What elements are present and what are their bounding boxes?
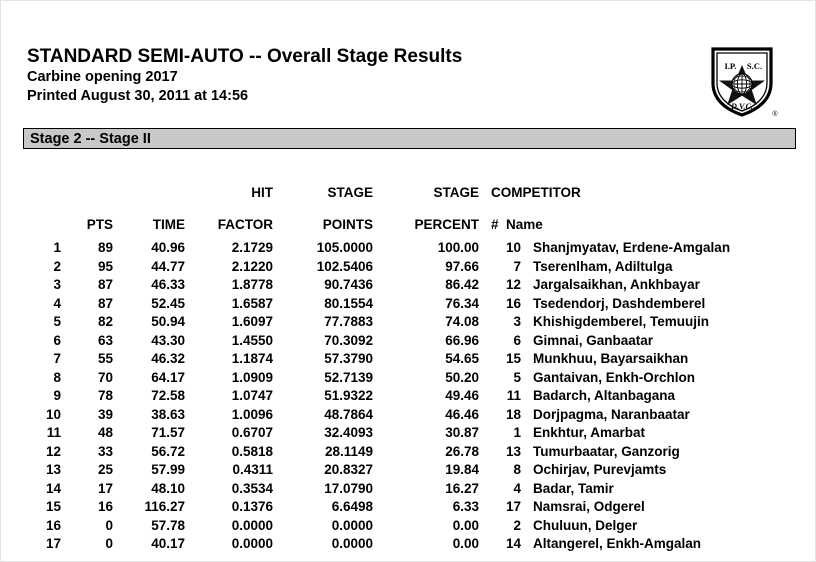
cell-stage-percent: 19.84 [445,462,479,477]
cell-stage-points: 77.7883 [324,314,373,329]
cell-time: 46.32 [151,351,185,366]
cell-competitor-name: Namsrai, Odgerel [533,499,645,514]
cell-competitor-number: 15 [505,351,521,366]
cell-stage-points: 20.8327 [324,462,373,477]
cell-stage-percent: 76.34 [445,295,479,311]
cell-pts: 87 [97,295,113,311]
table-row [27,295,791,314]
cell-competitor-number: 1 [513,425,521,440]
cell-competitor-name: Khishigdemberel, Temuujin [533,314,710,329]
column-header-stage-points-line2: POINTS [322,217,373,232]
column-header-stage-percent-line1: STAGE [433,185,479,200]
table-row [27,406,791,425]
table-row [27,517,791,536]
table-header [27,169,791,233]
table-row [27,480,791,499]
stage-results-table [27,169,791,554]
cell-stage-points: 70.3092 [324,332,373,348]
column-header-competitor-number: # [491,217,499,232]
report-printed-timestamp: Printed August 30, 2011 at 14:56 [27,88,249,104]
cell-rank: 4 [53,295,61,311]
column-header-competitor-line2 [491,217,543,232]
cell-stage-percent: 66.96 [445,332,479,348]
cell-stage-percent: 26.78 [445,443,479,459]
report-header [27,45,667,106]
stage-banner [23,128,796,149]
cell-pts: 17 [97,480,113,496]
cell-stage-percent: 74.08 [445,314,479,329]
column-header-hit-factor [185,169,273,233]
table-row [27,369,791,388]
table-row [27,350,791,369]
cell-rank: 6 [53,332,61,348]
cell-competitor-name: Shanjmyatav, Erdene-Amgalan [533,240,731,255]
cell-stage-percent: 86.42 [445,277,479,292]
cell-competitor-number: 12 [505,277,521,292]
cell-competitor-number: 3 [513,314,521,329]
cell-rank: 7 [53,351,61,366]
cell-pts: 89 [97,240,113,255]
cell-rank: 8 [53,369,61,385]
cell-pts: 0 [105,536,113,551]
table-row [27,424,791,443]
cell-hit-factor: 0.5818 [231,443,273,459]
cell-stage-percent: 46.46 [445,406,479,422]
cell-pts: 78 [97,388,113,403]
cell-competitor-number: 2 [513,517,521,533]
cell-pts: 55 [97,351,113,366]
table-body [27,233,791,554]
cell-competitor-number: 14 [505,536,521,551]
cell-stage-percent: 50.20 [445,369,479,385]
cell-competitor-number: 10 [505,240,521,255]
cell-pts: 16 [97,499,113,514]
cell-competitor-name: Gantaivan, Enkh-Orchlon [533,369,696,385]
cell-pts: 70 [97,369,113,385]
cell-competitor-name: Enkhtur, Amarbat [533,425,646,440]
cell-stage-points: 102.5406 [316,258,373,274]
cell-time: 40.17 [151,536,185,551]
cell-competitor-name: Munkhuu, Bayarsaikhan [533,351,689,366]
cell-hit-factor: 2.1220 [231,258,273,274]
table-row [27,258,791,277]
svg-text:I.P.: I.P. [724,61,737,71]
cell-rank: 12 [45,443,61,459]
report-subtitle: Carbine opening 2017 [27,69,178,85]
cell-hit-factor: 1.8778 [231,277,273,292]
cell-stage-points: 80.1554 [324,295,373,311]
column-header-stage-percent [373,169,479,233]
column-header-hit-factor-line1: HIT [251,185,273,200]
cell-pts: 33 [97,443,113,459]
cell-pts: 25 [97,462,113,477]
svg-text:D.V.C.: D.V.C. [731,102,753,111]
cell-competitor-name: Tumurbaatar, Ganzorig [533,443,680,459]
cell-stage-percent: 6.33 [452,499,479,514]
cell-stage-percent: 54.65 [445,351,479,366]
table-row [27,387,791,406]
cell-pts: 95 [97,258,113,274]
cell-stage-points: 6.6498 [331,499,373,514]
table-row [27,498,791,517]
cell-stage-points: 32.4093 [324,425,373,440]
cell-hit-factor: 1.6587 [231,295,273,311]
table-row [27,276,791,295]
cell-stage-percent: 0.00 [452,517,479,533]
cell-time: 57.99 [151,462,185,477]
cell-hit-factor: 0.1376 [231,499,273,514]
cell-competitor-number: 4 [513,480,521,496]
cell-time: 46.33 [151,277,185,292]
cell-time: 50.94 [151,314,185,329]
cell-hit-factor: 1.0096 [231,406,273,422]
cell-competitor-number: 5 [513,369,521,385]
column-header-stage-percent-line2: PERCENT [414,217,479,232]
cell-hit-factor: 0.4311 [232,462,273,477]
cell-hit-factor: 1.4550 [231,332,273,348]
column-header-time-label: TIME [152,217,185,232]
cell-rank: 5 [53,314,61,329]
svg-text:S.C.: S.C. [746,61,763,71]
cell-rank: 15 [45,499,61,514]
cell-competitor-name: Badar, Tamir [533,480,614,496]
column-header-hit-factor-line2: FACTOR [217,217,273,232]
cell-rank: 9 [53,388,61,403]
cell-competitor-name: Tsedendorj, Dashdemberel [533,295,706,311]
column-header-rank [27,169,61,233]
cell-stage-percent: 100.00 [437,240,479,255]
column-header-time [113,169,185,233]
cell-competitor-name: Ochirjav, Purevjamts [533,462,667,477]
cell-rank: 16 [45,517,61,533]
column-header-competitor [479,169,791,233]
cell-competitor-name: Gimnai, Ganbaatar [533,332,654,348]
cell-time: 57.78 [151,517,185,533]
column-header-competitor-line1: COMPETITOR [491,185,581,200]
column-header-pts-label: PTS [86,217,113,232]
cell-stage-percent: 49.46 [445,388,479,403]
cell-time: 72.58 [151,388,185,403]
cell-rank: 17 [45,536,61,551]
cell-time: 38.63 [151,406,185,422]
column-header-competitor-name: Name [506,217,543,232]
cell-stage-percent: 16.27 [445,480,479,496]
cell-stage-points: 51.9322 [324,388,373,403]
cell-hit-factor: 0.0000 [231,536,273,551]
cell-time: 71.57 [151,425,185,440]
cell-hit-factor: 0.3534 [231,480,273,496]
cell-competitor-name: Tserenlham, Adiltulga [533,258,673,274]
cell-time: 52.45 [151,295,185,311]
page-title: STANDARD SEMI-AUTO -- Overall Stage Results [27,46,463,67]
cell-stage-percent: 0.00 [452,536,479,551]
cell-time: 43.30 [151,332,185,348]
cell-competitor-number: 8 [513,462,521,477]
cell-competitor-name: Altangerel, Enkh-Amgalan [533,536,702,551]
cell-pts: 82 [97,314,113,329]
cell-rank: 10 [45,406,61,422]
cell-hit-factor: 1.1874 [231,351,273,366]
cell-hit-factor: 1.6097 [231,314,273,329]
cell-stage-points: 0.0000 [331,536,373,551]
cell-competitor-name: Jargalsaikhan, Ankhbayar [533,277,700,292]
cell-competitor-name: Dorjpagma, Naranbaatar [533,406,690,422]
cell-stage-points: 105.0000 [316,240,373,255]
cell-competitor-number: 7 [513,258,521,274]
cell-competitor-number: 17 [505,499,521,514]
cell-pts: 48 [97,425,113,440]
cell-time: 40.96 [151,240,185,255]
cell-competitor-number: 6 [513,332,521,348]
cell-hit-factor: 1.0747 [231,388,273,403]
column-header-pts [61,169,113,233]
cell-time: 56.72 [151,443,185,459]
table-row [27,313,791,332]
cell-pts: 0 [105,517,113,533]
cell-stage-points: 0.0000 [331,517,373,533]
cell-stage-points: 57.3790 [324,351,373,366]
table-row [27,233,791,258]
cell-pts: 87 [97,277,113,292]
cell-competitor-number: 11 [506,388,521,403]
column-header-stage-points-line1: STAGE [327,185,373,200]
cell-stage-percent: 97.66 [445,258,479,274]
cell-stage-points: 28.1149 [324,443,373,459]
table-row [27,332,791,351]
cell-hit-factor: 0.0000 [231,517,273,533]
table-row [27,443,791,462]
cell-competitor-name: Badarch, Altanbagana [533,388,676,403]
cell-pts: 63 [97,332,113,348]
cell-competitor-number: 18 [505,406,521,422]
cell-stage-points: 48.7864 [324,406,373,422]
cell-competitor-name: Chuluun, Delger [533,517,638,533]
cell-rank: 2 [53,258,61,274]
cell-rank: 11 [46,425,61,440]
cell-hit-factor: 1.0909 [231,369,273,385]
cell-time: 44.77 [151,258,185,274]
table-row [27,535,791,554]
cell-rank: 1 [53,240,61,255]
cell-time: 48.10 [151,480,185,496]
cell-hit-factor: 0.6707 [231,425,273,440]
cell-time: 116.27 [144,499,185,514]
cell-rank: 14 [45,480,61,496]
table-row [27,461,791,480]
ipsc-shield-icon [701,39,783,121]
column-header-stage-points [273,169,373,233]
cell-stage-points: 17.0790 [324,480,373,496]
cell-stage-points: 90.7436 [324,277,373,292]
cell-competitor-number: 13 [505,443,521,459]
cell-pts: 39 [97,406,113,422]
cell-hit-factor: 2.1729 [231,240,273,255]
cell-rank: 3 [53,277,61,292]
cell-competitor-number: 16 [505,295,521,311]
table-header-row [27,169,791,233]
cell-stage-points: 52.7139 [324,369,373,385]
svg-text:®: ® [772,111,778,118]
cell-rank: 13 [45,462,61,477]
cell-stage-percent: 30.87 [445,425,479,440]
stage-banner-label: Stage 2 -- Stage II [30,131,151,147]
cell-time: 64.17 [151,369,185,385]
